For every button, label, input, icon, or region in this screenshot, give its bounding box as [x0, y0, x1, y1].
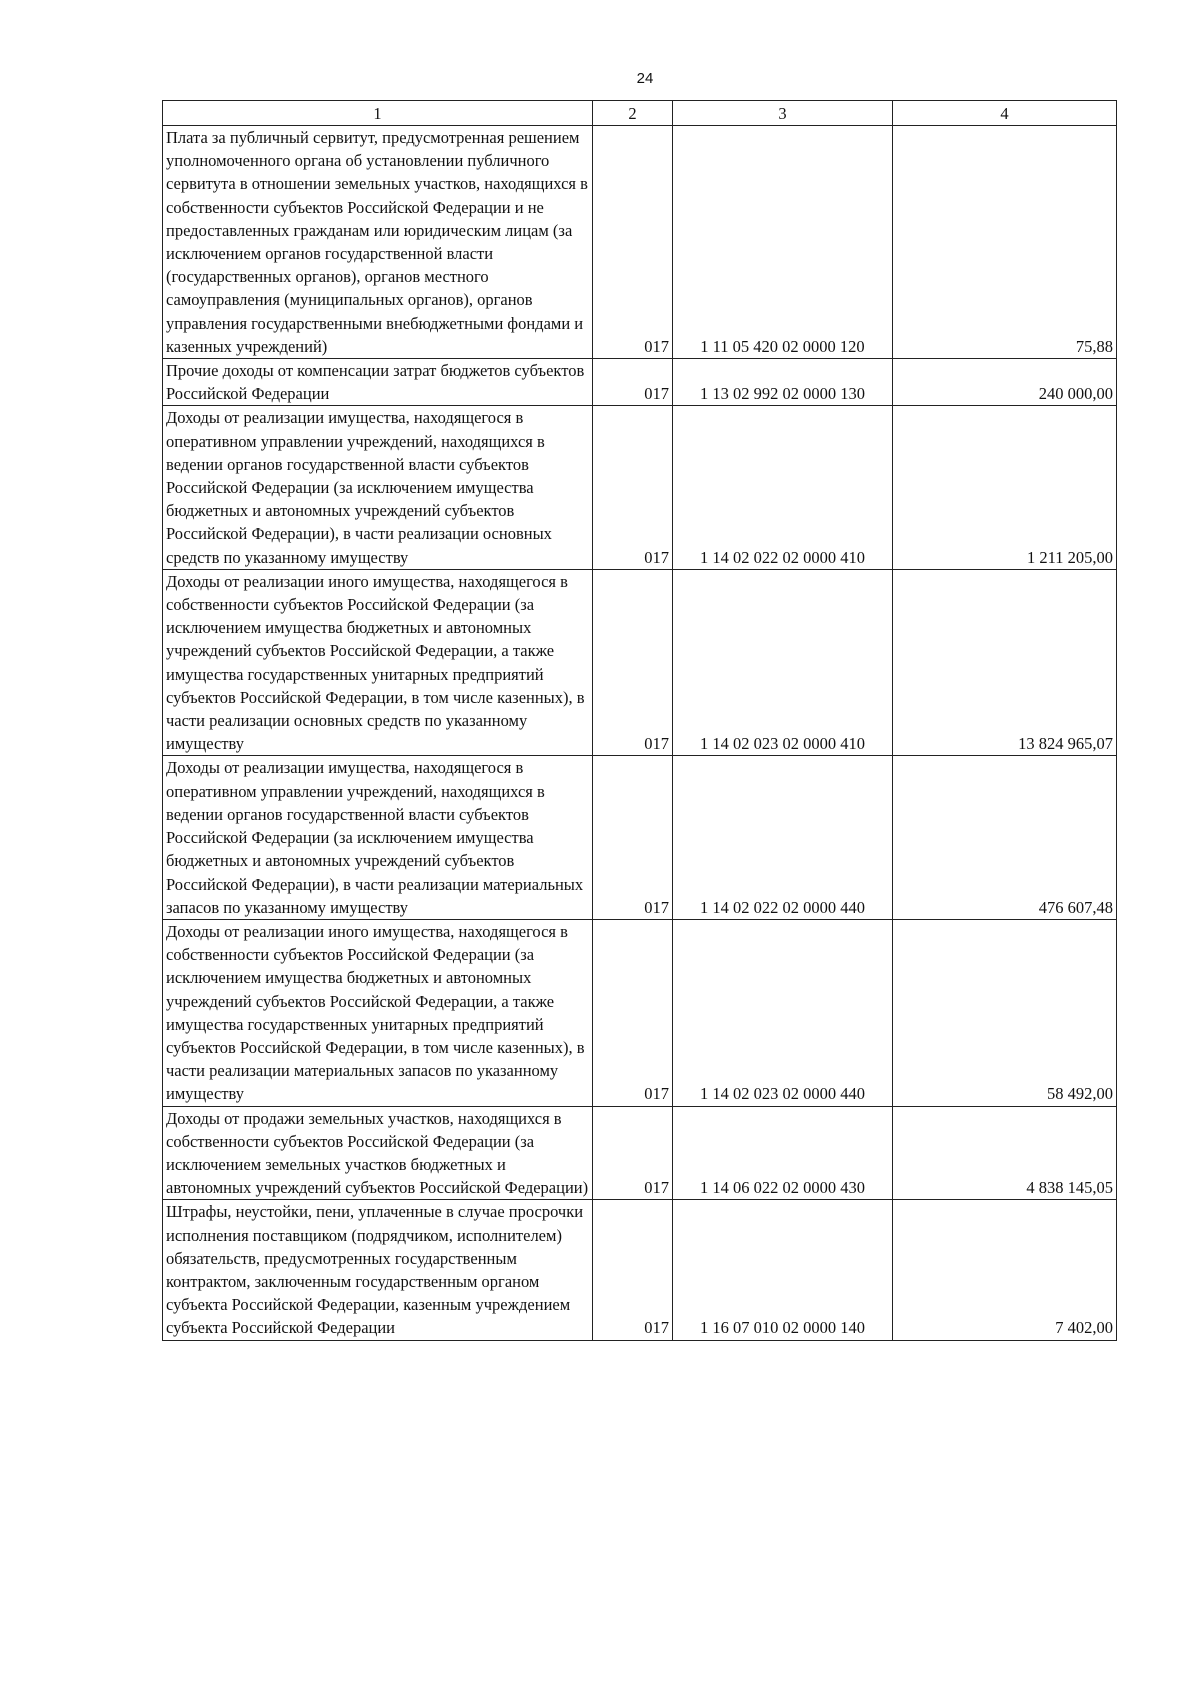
budget-classification-code-cell: 1 14 02 022 02 0000 410 — [673, 406, 893, 569]
table-row — [163, 359, 1117, 406]
budget-classification-code-cell: 1 13 02 992 02 0000 130 — [673, 359, 893, 406]
table-row — [163, 919, 1117, 1106]
administrator-code-cell: 017 — [593, 359, 673, 406]
revenue-name-cell: Доходы от продажи земельных участков, находящихся в собственности субъектов Российской Федерации (за исключением земельных участков бюджетных и автономных учреждений субъектов Российской Федерации) — [163, 1106, 593, 1200]
table-row — [163, 569, 1117, 756]
administrator-code-cell: 017 — [593, 756, 673, 919]
budget-classification-code-cell: 1 16 07 010 02 0000 140 — [673, 1200, 893, 1340]
header-row — [163, 101, 1117, 126]
revenue-name-cell: Доходы от реализации имущества, находящегося в оперативном управлении учреждений, находящихся в ведении органов государственной власти субъектов Российской Федерации (за исключением имущества бюджетных и автономных учреждений субъектов Российской Федерации), в части реализации основных средств по указанному имуществу — [163, 406, 593, 569]
revenue-name-cell: Штрафы, неустойки, пени, уплаченные в случае просрочки исполнения поставщиком (подрядчиком, исполнителем) обязательств, предусмотренных государственным контрактом, заключенным государственным органом субъекта Российской Федерации, казенным учреждением субъекта Российской Федерации — [163, 1200, 593, 1340]
administrator-code-cell: 017 — [593, 919, 673, 1106]
administrator-code-cell: 017 — [593, 406, 673, 569]
administrator-code-cell: 017 — [593, 1200, 673, 1340]
table-row — [163, 406, 1117, 569]
page-number: 24 — [636, 70, 654, 87]
revenue-name-cell: Плата за публичный сервитут, предусмотренная решением уполномоченного органа об установлении публичного сервитута в отношении земельных участков, находящихся в собственности субъектов Российской Федерации и не предоставленных гражданам или юридическим лицам (за исключением органов государственной власти (государственных органов), органов местного самоуправления (муниципальных органов), органов управления государственными внебюджетными фондами и казенных учреждений) — [163, 126, 593, 359]
amount-cell: 4 838 145,05 — [893, 1106, 1117, 1200]
revenue-name-cell: Прочие доходы от компенсации затрат бюджетов субъектов Российской Федерации — [163, 359, 593, 406]
revenue-name-cell: Доходы от реализации имущества, находящегося в оперативном управлении учреждений, находящихся в ведении органов государственной власти субъектов Российской Федерации (за исключением имущества бюджетных и автономных учреждений субъектов Российской Федерации), в части реализации материальных запасов по указанному имуществу — [163, 756, 593, 919]
amount-cell: 13 824 965,07 — [893, 569, 1117, 756]
budget-classification-code-cell: 1 14 02 023 02 0000 440 — [673, 919, 893, 1106]
column-header-4: 4 — [893, 101, 1117, 126]
budget-classification-code-cell: 1 14 06 022 02 0000 430 — [673, 1106, 893, 1200]
budget-classification-code-cell: 1 14 02 023 02 0000 410 — [673, 569, 893, 756]
administrator-code-cell: 017 — [593, 1106, 673, 1200]
budget-revenue-table — [162, 100, 1117, 1341]
column-header-3: 3 — [673, 101, 893, 126]
amount-cell: 1 211 205,00 — [893, 406, 1117, 569]
budget-classification-code-cell: 1 11 05 420 02 0000 120 — [673, 126, 893, 359]
amount-cell: 240 000,00 — [893, 359, 1117, 406]
table-row — [163, 1200, 1117, 1340]
table-row — [163, 126, 1117, 359]
amount-cell: 476 607,48 — [893, 756, 1117, 919]
administrator-code-cell: 017 — [593, 569, 673, 756]
amount-cell: 7 402,00 — [893, 1200, 1117, 1340]
table-row — [163, 756, 1117, 919]
table-row — [163, 1106, 1117, 1200]
revenue-name-cell: Доходы от реализации иного имущества, находящегося в собственности субъектов Российской Федерации (за исключением имущества бюджетных и автономных учреждений субъектов Российской Федерации, а также имущества государственных унитарных предприятий субъектов Российской Федерации, в том числе казенных), в части реализации основных средств по указанному имуществу — [163, 569, 593, 756]
amount-cell: 58 492,00 — [893, 919, 1117, 1106]
revenue-name-cell: Доходы от реализации иного имущества, находящегося в собственности субъектов Российской Федерации (за исключением имущества бюджетных и автономных учреждений субъектов Российской Федерации, а также имущества государственных унитарных предприятий субъектов Российской Федерации, в том числе казенных), в части реализации материальных запасов по указанному имуществу — [163, 919, 593, 1106]
column-header-2: 2 — [593, 101, 673, 126]
administrator-code-cell: 017 — [593, 126, 673, 359]
budget-classification-code-cell: 1 14 02 022 02 0000 440 — [673, 756, 893, 919]
amount-cell: 75,88 — [893, 126, 1117, 359]
column-header-1: 1 — [163, 101, 593, 126]
